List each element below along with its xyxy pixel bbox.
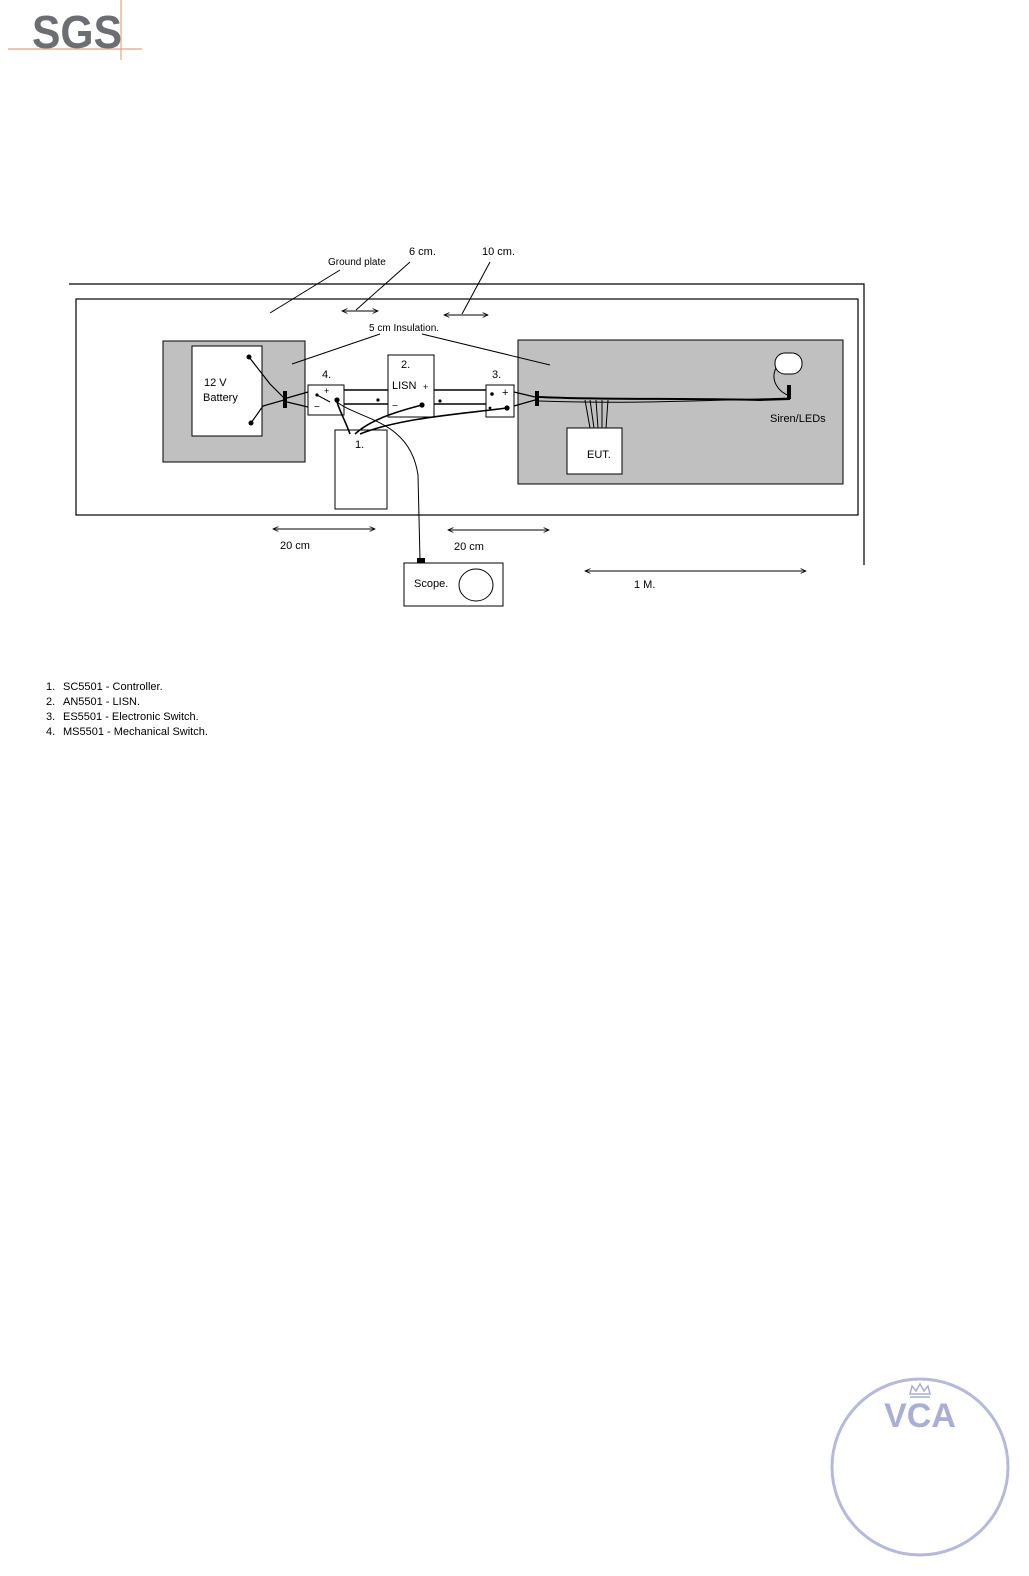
sgs-logo-text: SGS (32, 6, 122, 58)
lisn-terminal-c (438, 399, 441, 402)
lisn-label: LISN (392, 380, 417, 392)
battery-connector (283, 391, 287, 408)
vca-stamp (826, 1372, 1016, 1562)
siren-body (775, 353, 802, 374)
lisn-minus: − (392, 401, 398, 412)
scope-probe-tip (417, 558, 425, 563)
switch4-plus: + (324, 386, 330, 396)
sgs-logo (8, 0, 148, 62)
test-setup-diagram (0, 230, 1029, 630)
legend-item: 1. SC5501 - Controller. (46, 681, 163, 693)
item1-label: 1. (355, 439, 365, 451)
legend-item: 2. AN5501 - LISN. (46, 696, 141, 708)
dim-6cm-leader (356, 262, 410, 310)
led-connector (787, 385, 791, 399)
dim-6cm-label: 6 cm. (409, 246, 436, 258)
insulation-label: 5 cm Insulation. (369, 323, 440, 334)
battery-label-line1: 12 V (204, 377, 227, 389)
dim-10cm-leader (462, 262, 490, 314)
electronic-switch-box (486, 385, 514, 417)
dim-1m-label: 1 M. (634, 579, 656, 591)
lisn-terminal-a (376, 398, 379, 401)
switch4-terminal-b (334, 397, 339, 402)
switch4-minus: − (314, 402, 320, 413)
scope-screen (459, 569, 493, 601)
lisn-plus: + (423, 382, 429, 392)
item4-label: 4. (322, 369, 332, 381)
legend-item: 3. ES5501 - Electronic Switch. (46, 711, 199, 723)
dim-10cm-label: 10 cm. (482, 246, 516, 258)
battery-label-line2: Battery (203, 392, 238, 404)
component-legend (46, 680, 208, 740)
item3-label: 3. (492, 369, 502, 381)
ground-plate-label: Ground plate (328, 257, 386, 268)
siren-label: Siren/LEDs (770, 413, 826, 425)
eut-connector (535, 391, 539, 406)
ground-plate-leader (270, 270, 340, 313)
legend-item: 4. MS5501 - Mechanical Switch. (46, 726, 208, 738)
switch3-plus: + (502, 387, 509, 399)
dim-20cm-left-label: 20 cm (280, 540, 310, 552)
switch3-terminal-c (489, 407, 492, 410)
dim-20cm-right-label: 20 cm (454, 541, 484, 553)
scope-label: Scope. (414, 578, 449, 590)
eut-label: EUT. (587, 449, 611, 461)
item2-label: 2. (401, 359, 411, 371)
switch3-terminal-a (490, 392, 494, 396)
vca-logo-text: VCA (884, 1397, 956, 1435)
crown-icon (910, 1384, 930, 1397)
